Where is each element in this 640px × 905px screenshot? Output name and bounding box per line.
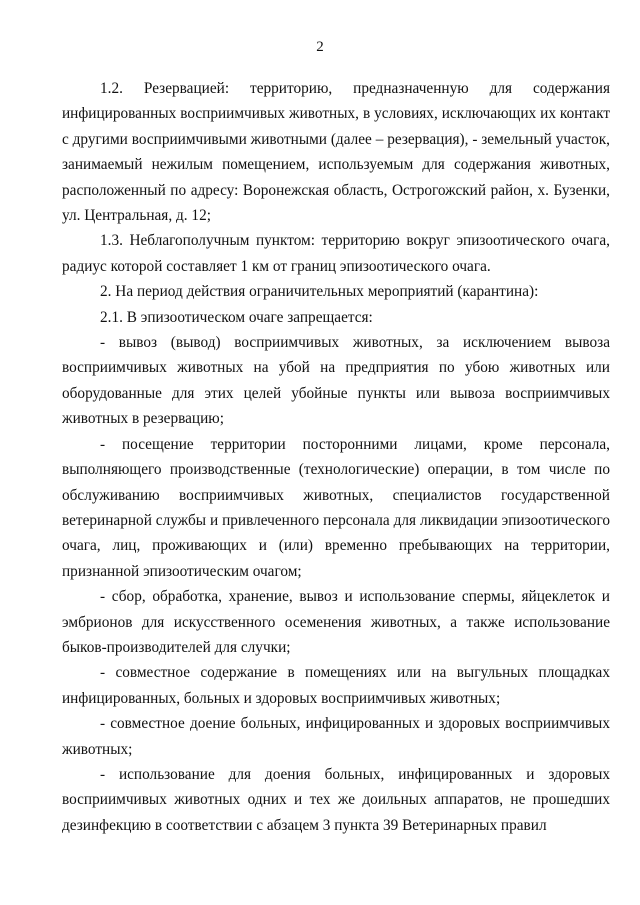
paragraph-quarantine-period: 2. На период действия ограничительных мероприятий (карантина): — [100, 283, 539, 301]
list-item-animal-removal: - вывоз (вывод) восприимчивых животных, за исключением вывоза восприимчивых животных на убой на предприятия по убою животных или оборудованные для этих целей убойные пункты или вывоза восприимчивых животных в резервацию; — [62, 334, 610, 428]
page-number: 2 — [316, 39, 324, 55]
paragraph-prohibitions-heading: 2.1. В эпизоотическом очаге запрещается: — [100, 308, 373, 326]
list-item-milking-equipment: - использование для доения больных, инфицированных и здоровых восприимчивых животных одних и тех же доильных аппаратов, не прошедших дезинфекцию в соответствии с абзацем 3 пункта 39 Ветеринарных правил — [62, 765, 610, 834]
list-item-semen-collection: - сбор, обработка, хранение, вывоз и использование спермы, яйцеклеток и эмбрионов для искусственного осеменения животных, а также использование быков-производителей для случки; — [62, 588, 610, 656]
list-item-joint-milking: - совместное доение больных, инфицированных и здоровых восприимчивых животных; — [62, 715, 610, 758]
paragraph-unfavorable-point-definition: 1.3. Неблагополучным пунктом: территорию вокруг эпизоотического очага, радиус которой составляет 1 км от границ эпизоотического очага. — [62, 232, 610, 275]
paragraph-reservation-definition: 1.2. Резервацией: территорию, предназначенную для содержания инфицированных восприимчивых животных, в условиях, исключающих их контакт с другими восприимчивыми животными (далее – резервация), - земельный участок, занимаемый нежилым помещением, используемым для содержания животных, расположенный по адресу: Воронежская область, Острогожский район, х. Бузенки, ул. Центральная, д. 12; — [62, 80, 610, 225]
list-item-joint-keeping: - совместное содержание в помещениях или на выгульных площадках инфицированных, больных и здоровых восприимчивых животных; — [62, 664, 610, 707]
list-item-visits-prohibited: - посещение территории посторонними лицами, кроме персонала, выполняющего производственные (технологические) операции, в том числе по обслуживанию восприимчивых животных, специалистов государственной ветеринарной службы и привлеченного персонала для ликвидации эпизоотического очага, лиц, проживающих и (или) временно пребывающих на территории, признанной эпизоотическим очагом; — [62, 435, 610, 580]
document-body — [62, 76, 610, 838]
